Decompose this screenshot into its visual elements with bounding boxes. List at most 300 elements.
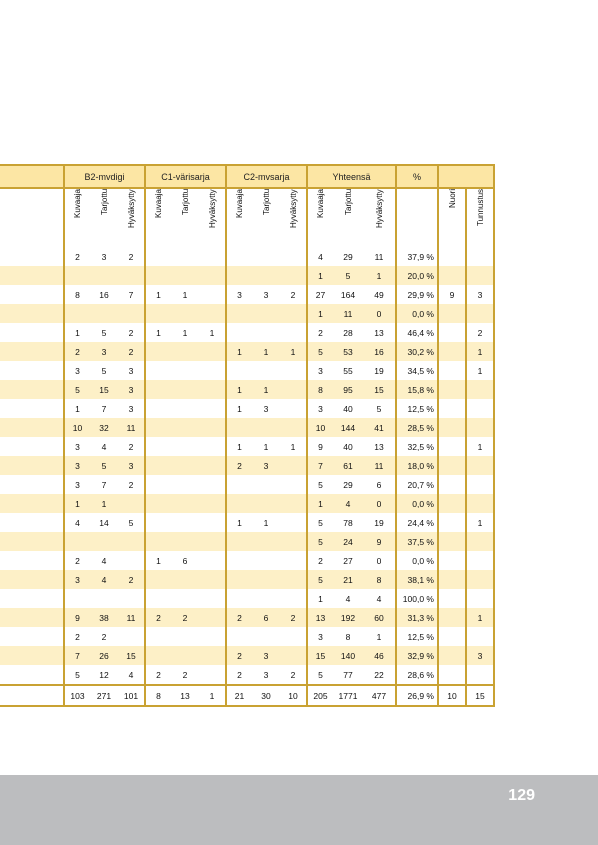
- table-cell: [199, 551, 226, 570]
- table-cell: [226, 361, 252, 380]
- group-header-c1: C1-värisarja: [145, 165, 226, 188]
- table-cell: 1: [182, 327, 188, 338]
- table-cell: 15,8 %: [396, 380, 438, 399]
- table-cell: 3: [75, 441, 80, 452]
- table-cell: 2: [118, 323, 145, 342]
- table-cell: 41: [363, 418, 396, 437]
- row-label-cell: [0, 475, 64, 494]
- col-c1-kuvaaja: Kuvaaja: [145, 188, 171, 247]
- table-cell: [280, 456, 307, 475]
- table-cell: 37,5 %: [396, 532, 438, 551]
- table-cell: [280, 247, 307, 266]
- table-cell: 40: [343, 441, 353, 452]
- group-header-row: [0, 165, 494, 188]
- group-header-total: Yhteensä: [307, 165, 396, 188]
- table-cell: 1: [263, 441, 269, 452]
- table-cell: 27: [343, 555, 353, 566]
- table-cell: 26: [90, 646, 118, 665]
- table-cell: 2: [182, 669, 188, 680]
- table-cell: [438, 570, 466, 589]
- group-header-c2: C2-mvsarja: [226, 165, 307, 188]
- table-cell: 3: [466, 646, 494, 665]
- table-cell: 34,5 %: [396, 361, 438, 380]
- row-label-cell: [0, 247, 64, 266]
- table-cell: [199, 437, 226, 456]
- table-cell: 10: [280, 685, 307, 706]
- table-cell: 2: [118, 247, 145, 266]
- table-cell: [466, 627, 494, 646]
- table-cell: [438, 361, 466, 380]
- table-cell: [466, 475, 494, 494]
- table-cell: 5: [101, 365, 107, 376]
- table-cell: 3: [64, 456, 90, 475]
- row-label-cell: [0, 627, 64, 646]
- table-cell: 5: [307, 342, 333, 361]
- table-cell: [145, 627, 171, 646]
- table-cell: 9: [318, 441, 323, 452]
- table-cell: 3: [318, 631, 323, 642]
- table-cell: 4: [75, 517, 80, 528]
- table-cell: 61: [333, 456, 363, 475]
- table-cell: [145, 418, 171, 437]
- table-cell: [280, 361, 307, 380]
- table-cell: 1: [307, 266, 333, 285]
- table-cell: 1: [280, 437, 307, 456]
- table-cell: [280, 532, 307, 551]
- row-label-cell: [0, 494, 64, 513]
- table-cell: [466, 570, 494, 589]
- table-cell: [171, 627, 199, 646]
- table-cell: [438, 437, 466, 456]
- col-c2-kuvaaja: Kuvaaja: [226, 188, 252, 247]
- row-label-cell: [0, 437, 64, 456]
- table-cell: [252, 247, 280, 266]
- table-cell: 1: [252, 380, 280, 399]
- table-cell: 1: [307, 304, 333, 323]
- table-cell: [252, 475, 280, 494]
- table-cell: [438, 665, 466, 685]
- table-cell: 24: [333, 532, 363, 551]
- table-cell: 2: [280, 285, 307, 304]
- table-cell: [199, 494, 226, 513]
- table-cell: 1: [466, 437, 494, 456]
- table-cell: [226, 475, 252, 494]
- table-cell: 7: [307, 456, 333, 475]
- table-cell: 4: [333, 494, 363, 513]
- table-cell: 2: [280, 608, 307, 627]
- table-cell: [438, 247, 466, 266]
- table-cell: 3: [252, 456, 280, 475]
- table-cell: 140: [333, 646, 363, 665]
- table-cell: [145, 399, 171, 418]
- table-cell: [64, 266, 90, 285]
- table-cell: 11: [363, 247, 396, 266]
- table-cell: [280, 494, 307, 513]
- table-cell: 100,0 %: [396, 589, 438, 608]
- table-cell: [171, 494, 199, 513]
- table-cell: 6: [182, 555, 188, 566]
- table-cell: [118, 627, 145, 646]
- table-cell: [280, 513, 307, 532]
- table-cell: 3: [118, 399, 145, 418]
- table-cell: [252, 494, 280, 513]
- table-cell: 29: [343, 479, 353, 490]
- table-cell: [199, 646, 226, 665]
- table-cell: 12,5 %: [396, 627, 438, 646]
- table-cell: 13: [307, 608, 333, 627]
- table-cell: 11: [118, 418, 145, 437]
- table-cell: 10: [64, 418, 90, 437]
- table-cell: 2: [75, 631, 80, 642]
- table-cell: 1: [466, 608, 494, 627]
- table-cell: [199, 513, 226, 532]
- table-cell: 2: [171, 608, 199, 627]
- table-cell: 5: [318, 517, 323, 528]
- table-cell: 14: [99, 517, 109, 528]
- table-cell: 2: [318, 327, 323, 338]
- table-cell: [438, 475, 466, 494]
- table-cell: 4: [118, 665, 145, 685]
- table-cell: [252, 361, 280, 380]
- table-cell: 2: [101, 631, 107, 642]
- row-label-cell: [0, 361, 64, 380]
- table-cell: 9: [64, 608, 90, 627]
- table-cell: 3: [318, 403, 323, 414]
- table-cell: 0,0 %: [396, 494, 438, 513]
- table-cell: [145, 513, 171, 532]
- table-cell: 30,2 %: [396, 342, 438, 361]
- table-row: [0, 418, 494, 437]
- table-cell: 1: [90, 494, 118, 513]
- table-cell: [199, 456, 226, 475]
- col-b2-kuvaaja: Kuvaaja: [64, 188, 90, 247]
- table-cell: [280, 399, 307, 418]
- table-cell: [280, 323, 307, 342]
- table-cell: 271: [90, 685, 118, 706]
- table-cell: [438, 532, 466, 551]
- table-cell: 2: [280, 665, 307, 685]
- table-cell: 22: [363, 665, 396, 685]
- table-cell: [145, 247, 171, 266]
- table-cell: [252, 532, 280, 551]
- table-cell: [252, 551, 280, 570]
- table-cell: [466, 304, 494, 323]
- table-cell: 3: [318, 365, 323, 376]
- table-cell: 18,0 %: [396, 456, 438, 475]
- table-cell: [252, 323, 280, 342]
- table-cell: [280, 551, 307, 570]
- table-cell: 10: [307, 418, 333, 437]
- table-cell: 164: [340, 289, 356, 300]
- row-label-cell: [0, 456, 64, 475]
- table-cell: [466, 494, 494, 513]
- table-cell: 6: [363, 475, 396, 494]
- table-cell: 16: [99, 289, 109, 300]
- table-cell: 2: [237, 669, 242, 680]
- table-cell: 1: [466, 361, 494, 380]
- table-cell: [438, 627, 466, 646]
- table-cell: [199, 285, 226, 304]
- table-cell: [171, 266, 199, 285]
- table-row: [0, 285, 494, 304]
- table-cell: 1: [156, 289, 161, 300]
- col-nuori: Nuori: [438, 188, 466, 247]
- row-label-cell: [0, 513, 64, 532]
- row-label-cell: [0, 570, 64, 589]
- table-cell: 192: [333, 608, 363, 627]
- table-row: [0, 399, 494, 418]
- table-cell: 32,9 %: [396, 646, 438, 665]
- table-cell: [171, 361, 199, 380]
- table-cell: 7: [101, 403, 107, 414]
- table-cell: 2: [118, 437, 145, 456]
- table-cell: 8: [75, 289, 80, 300]
- table-cell: [199, 589, 226, 608]
- table-cell: [252, 266, 280, 285]
- table-cell: 38: [90, 608, 118, 627]
- table-cell: 31,3 %: [396, 608, 438, 627]
- row-label-cell: [0, 551, 64, 570]
- table-cell: [280, 570, 307, 589]
- table-cell: [171, 646, 199, 665]
- table-cell: 2: [226, 608, 252, 627]
- table-cell: [145, 342, 171, 361]
- col-total-kuvaaja: Kuvaaja: [307, 188, 333, 247]
- table-cell: [438, 380, 466, 399]
- table-cell: 15: [466, 685, 494, 706]
- table-cell: 3: [263, 669, 269, 680]
- table-cell: [280, 304, 307, 323]
- table-cell: [64, 589, 90, 608]
- table-cell: 3: [118, 361, 145, 380]
- table-cell: 1: [363, 627, 396, 646]
- table-cell: 4: [318, 251, 323, 262]
- table-cell: [226, 323, 252, 342]
- table-cell: [466, 399, 494, 418]
- table-cell: 3: [118, 380, 145, 399]
- table-cell: 2: [156, 669, 161, 680]
- table-cell: 1: [466, 342, 494, 361]
- table-cell: [438, 342, 466, 361]
- table-cell: 1: [263, 517, 269, 528]
- table-cell: [145, 304, 171, 323]
- table-cell: [280, 380, 307, 399]
- table-row: [0, 532, 494, 551]
- table-cell: [145, 532, 171, 551]
- table-cell: 103: [64, 685, 90, 706]
- table-cell: 4: [363, 589, 396, 608]
- table-cell: [226, 494, 252, 513]
- table-cell: [252, 304, 280, 323]
- table-cell: 2: [75, 251, 80, 262]
- table-row: [0, 627, 494, 646]
- row-label-cell: [0, 418, 64, 437]
- table-cell: [118, 304, 145, 323]
- table-cell: [171, 418, 199, 437]
- table-cell: [466, 456, 494, 475]
- table-cell: [171, 399, 199, 418]
- table-cell: 1: [466, 513, 494, 532]
- table-cell: 3: [263, 403, 269, 414]
- table-cell: 5: [318, 669, 323, 680]
- table-cell: [199, 304, 226, 323]
- table-cell: [226, 589, 252, 608]
- row-label-cell: [0, 646, 64, 665]
- table-cell: [466, 418, 494, 437]
- table-cell: [199, 608, 226, 627]
- table-cell: [118, 532, 145, 551]
- row-label-cell: [0, 399, 64, 418]
- table-cell: [438, 513, 466, 532]
- label-column-header: [0, 165, 64, 188]
- table-cell: [280, 589, 307, 608]
- table-cell: [438, 266, 466, 285]
- table-cell: 40: [343, 403, 353, 414]
- table-cell: 1: [280, 342, 307, 361]
- table-cell: 0: [363, 304, 396, 323]
- table-cell: [145, 380, 171, 399]
- table-row: [0, 247, 494, 266]
- table-cell: 3: [118, 456, 145, 475]
- table-cell: 32: [90, 418, 118, 437]
- table-cell: [171, 456, 199, 475]
- table-cell: [199, 418, 226, 437]
- table-cell: [466, 551, 494, 570]
- table-cell: 4: [345, 593, 351, 604]
- table-cell: 13: [363, 323, 396, 342]
- table-cell: [252, 418, 280, 437]
- table-cell: 1: [199, 685, 226, 706]
- table-cell: [64, 532, 90, 551]
- col-c2-hyvaksytty: Hyväksytty: [280, 188, 307, 247]
- table-cell: 7: [118, 285, 145, 304]
- table-cell: 29,9 %: [396, 285, 438, 304]
- table-cell: [466, 589, 494, 608]
- table-cell: [466, 380, 494, 399]
- table-cell: 11: [333, 304, 363, 323]
- table-cell: 19: [363, 361, 396, 380]
- table-cell: 13: [171, 685, 199, 706]
- column-header-row: [0, 188, 494, 247]
- table-cell: [280, 627, 307, 646]
- table-row: [0, 304, 494, 323]
- row-label-cell: [0, 380, 64, 399]
- table-cell: [226, 304, 252, 323]
- table-cell: [171, 247, 199, 266]
- table-cell: 60: [363, 608, 396, 627]
- row-label-cell: [0, 665, 64, 685]
- row-label-cell: [0, 589, 64, 608]
- table-cell: [171, 532, 199, 551]
- statistics-table: [0, 164, 495, 707]
- col-b2-hyvaksytty: Hyväksytty: [118, 188, 145, 247]
- table-cell: 1: [237, 517, 242, 528]
- label-column-sub: [0, 188, 64, 247]
- table-cell: 28,6 %: [396, 665, 438, 685]
- table-cell: [171, 513, 199, 532]
- table-cell: 1: [75, 327, 80, 338]
- table-cell: 1: [252, 342, 280, 361]
- table-cell: 9: [438, 285, 466, 304]
- table-cell: [226, 418, 252, 437]
- row-label-cell: [0, 266, 64, 285]
- group-header-percent: %: [396, 165, 438, 188]
- table-cell: 1: [226, 342, 252, 361]
- table-cell: 49: [363, 285, 396, 304]
- col-c2-tarjottu: Tarjottu: [252, 188, 280, 247]
- table-row: [0, 323, 494, 342]
- table-cell: 1: [318, 593, 323, 604]
- table-cell: 0: [363, 551, 396, 570]
- table-cell: 20,0 %: [396, 266, 438, 285]
- table-cell: 5: [363, 399, 396, 418]
- table-cell: 1: [237, 403, 242, 414]
- table-cell: 3: [101, 251, 107, 262]
- table-cell: 3: [64, 570, 90, 589]
- table-cell: [118, 551, 145, 570]
- table-cell: 101: [118, 685, 145, 706]
- table-cell: 3: [75, 479, 80, 490]
- table-cell: 26,9 %: [396, 685, 438, 706]
- col-total-tarjottu: Tarjottu: [333, 188, 363, 247]
- table-cell: 21: [333, 570, 363, 589]
- table-row: [0, 513, 494, 532]
- table-cell: 0: [363, 494, 396, 513]
- table-cell: 5: [307, 570, 333, 589]
- table-cell: [171, 475, 199, 494]
- table-cell: [466, 532, 494, 551]
- table-cell: [118, 589, 145, 608]
- table-cell: [252, 627, 280, 646]
- table-cell: [226, 532, 252, 551]
- table-cell: 8: [307, 380, 333, 399]
- group-header-b2: B2-mvdigi: [64, 165, 145, 188]
- table-cell: [438, 323, 466, 342]
- table-cell: [199, 665, 226, 685]
- table-cell: [466, 247, 494, 266]
- table-cell: [199, 532, 226, 551]
- table-row: [0, 456, 494, 475]
- table-cell: 1: [199, 323, 226, 342]
- row-label-cell: [0, 304, 64, 323]
- row-label-cell: [0, 342, 64, 361]
- table-cell: [90, 532, 118, 551]
- table-cell: [171, 304, 199, 323]
- table-cell: 5: [64, 380, 90, 399]
- table-row: [0, 475, 494, 494]
- table-cell: [145, 570, 171, 589]
- table-cell: 0,0 %: [396, 551, 438, 570]
- table-cell: [438, 589, 466, 608]
- table-cell: 4: [101, 441, 107, 452]
- table-cell: 20,7 %: [396, 475, 438, 494]
- table-cell: [199, 475, 226, 494]
- col-total-hyvaksytty: Hyväksytty: [363, 188, 396, 247]
- table-cell: [466, 266, 494, 285]
- table-cell: 4: [90, 570, 118, 589]
- table-cell: 4: [101, 555, 107, 566]
- table-cell: 27: [315, 289, 326, 300]
- table-cell: [199, 627, 226, 646]
- table-cell: [252, 589, 280, 608]
- table-cell: 15: [307, 646, 333, 665]
- table-cell: 3: [75, 365, 80, 376]
- table-cell: [280, 475, 307, 494]
- table-total-row: [0, 685, 494, 706]
- table-cell: 5: [318, 479, 323, 490]
- table-cell: 28,5 %: [396, 418, 438, 437]
- table-cell: 5: [118, 513, 145, 532]
